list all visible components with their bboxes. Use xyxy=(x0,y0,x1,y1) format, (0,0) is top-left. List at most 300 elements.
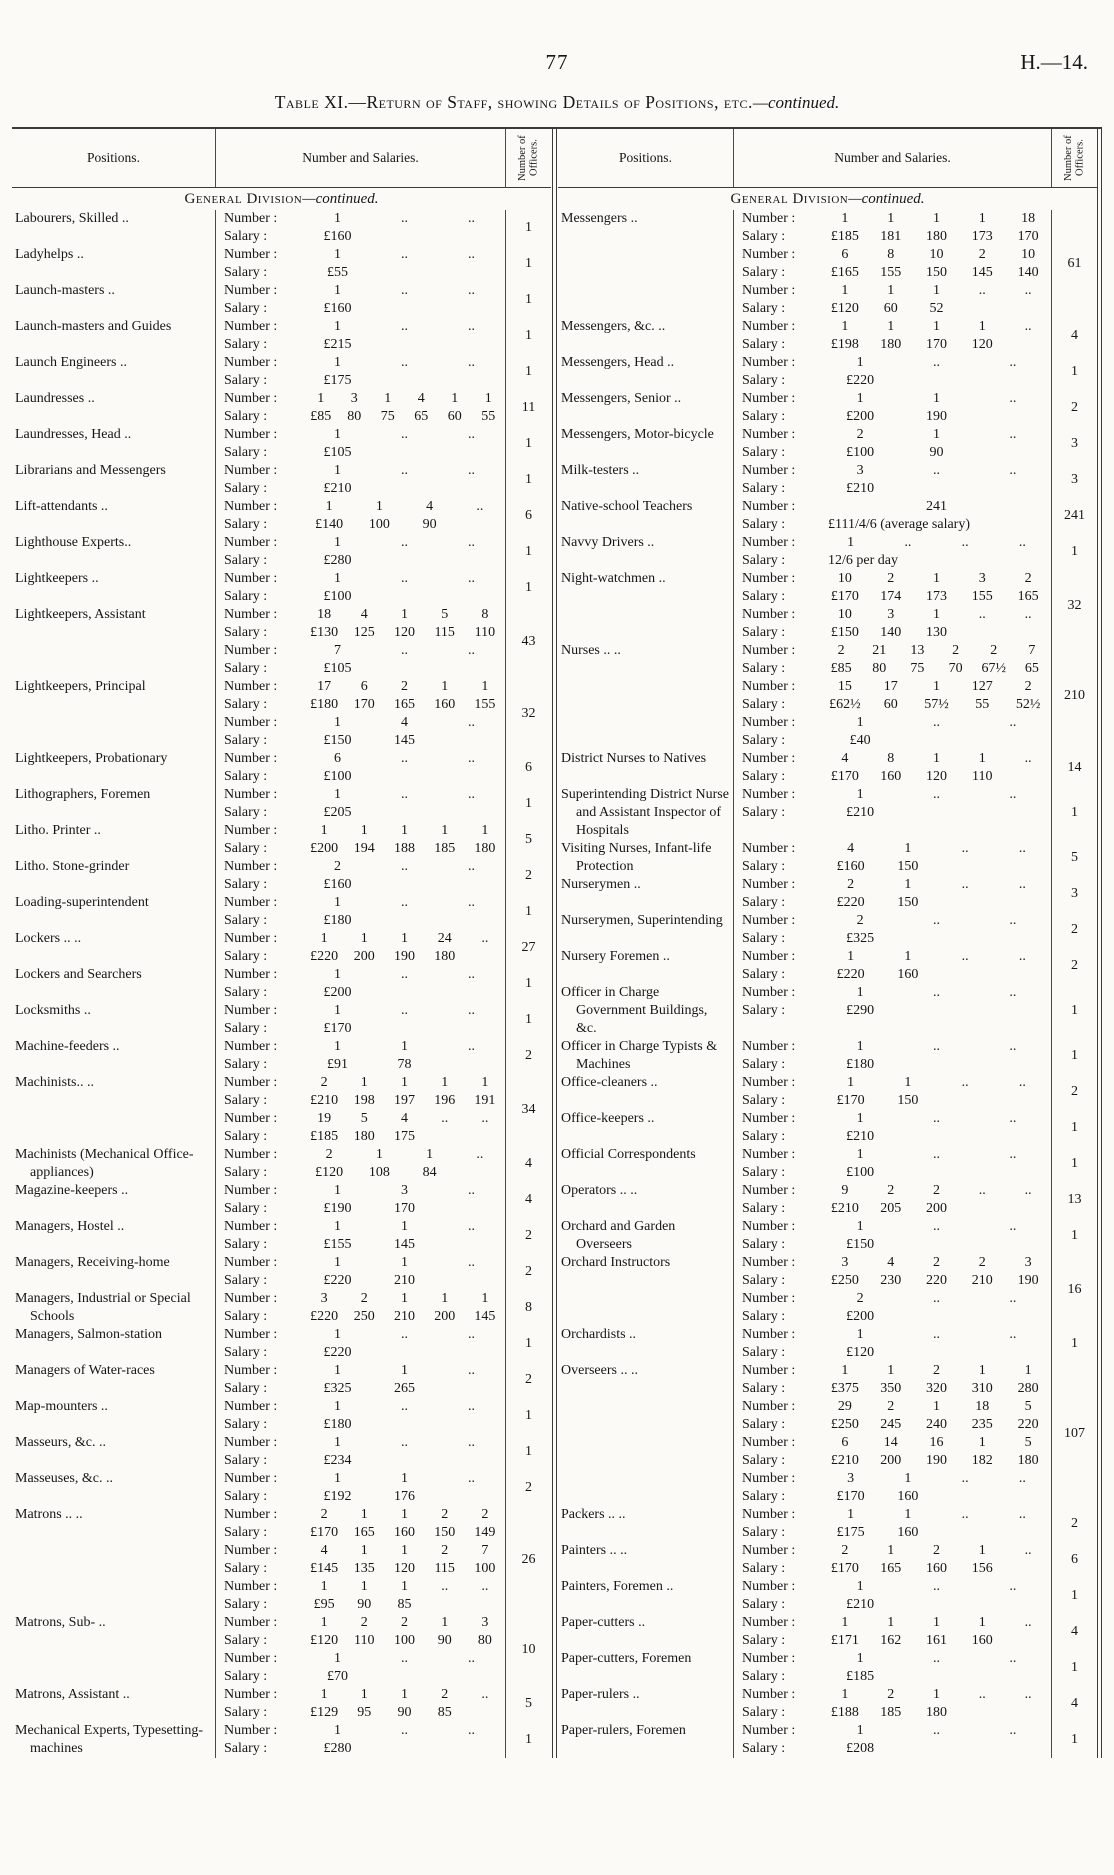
position-name: Paper-cutters, Foremen xyxy=(558,1650,734,1686)
value: .. xyxy=(1009,1651,1017,1666)
number-label: Number : xyxy=(224,391,278,406)
value: .. xyxy=(401,859,408,874)
officers-count: 2 xyxy=(1051,390,1097,426)
position-name: Superintending District Nurse and Assistant Inspector of Hospitals xyxy=(558,786,734,840)
officers-count: 241 xyxy=(1051,498,1097,534)
salary-line xyxy=(734,480,1051,498)
value: 1 xyxy=(841,1363,849,1378)
value: 2 xyxy=(320,1507,328,1522)
values xyxy=(304,552,505,570)
value xyxy=(371,444,438,462)
number-line xyxy=(216,606,505,624)
value: 4 xyxy=(887,1255,895,1270)
value: .. xyxy=(1009,1723,1017,1738)
officers-count: 34 xyxy=(505,1074,551,1146)
position-row xyxy=(558,1362,1097,1506)
values xyxy=(822,534,1051,552)
number-salary-cell xyxy=(216,930,505,966)
value: 125 xyxy=(353,625,375,640)
value: .. xyxy=(1009,1039,1017,1054)
number-salary-cell xyxy=(216,1470,505,1506)
position-row xyxy=(558,1326,1097,1362)
value: 1 xyxy=(334,1183,341,1198)
values xyxy=(304,1362,505,1380)
values xyxy=(304,1434,505,1452)
value: 2 xyxy=(847,877,855,892)
number-label: Number : xyxy=(742,1255,796,1270)
values xyxy=(304,1308,505,1326)
officers-count: 10 xyxy=(505,1614,551,1686)
value: .. xyxy=(1024,1183,1032,1198)
value: 2 xyxy=(481,1507,489,1522)
salary-label: Salary : xyxy=(742,1003,786,1018)
salary-label: Salary : xyxy=(224,1165,268,1180)
value: 7 xyxy=(334,643,341,658)
values xyxy=(822,1704,1051,1722)
value xyxy=(975,372,1051,390)
number-line xyxy=(216,462,505,480)
value: 1 xyxy=(400,1543,408,1558)
value: 120 xyxy=(925,769,947,784)
value: .. xyxy=(1018,535,1026,550)
value xyxy=(371,228,438,246)
value xyxy=(975,1596,1051,1614)
values xyxy=(304,408,505,426)
position-row xyxy=(558,750,1097,786)
value: 100 xyxy=(393,1633,415,1648)
value: .. xyxy=(468,1003,475,1018)
number-label: Number : xyxy=(224,1687,278,1702)
salary-line xyxy=(216,1344,505,1362)
number-line xyxy=(216,1074,505,1092)
values xyxy=(822,1056,1051,1074)
salary-line xyxy=(734,858,1051,876)
values xyxy=(822,876,1051,894)
number-line xyxy=(734,282,1051,300)
salary-line xyxy=(216,1236,505,1254)
number-label: Number : xyxy=(742,1039,796,1054)
value: 2 xyxy=(952,643,960,658)
officers-count: 4 xyxy=(1051,318,1097,354)
value: 1 xyxy=(360,1075,368,1090)
value: .. xyxy=(401,1003,408,1018)
value xyxy=(898,1308,974,1326)
value: 16 xyxy=(929,1435,944,1450)
value xyxy=(438,1488,505,1506)
value: 1 xyxy=(932,391,940,406)
value xyxy=(438,1668,505,1686)
salary-label: Salary : xyxy=(742,301,786,316)
salary-line xyxy=(734,1002,1051,1020)
number-salary-cell xyxy=(216,786,505,822)
officers-count: 1 xyxy=(1051,786,1097,840)
salary-label: Salary : xyxy=(224,1021,268,1036)
value: .. xyxy=(468,967,475,982)
number-label: Number : xyxy=(742,1723,796,1738)
value: £280 xyxy=(323,1741,352,1756)
value: .. xyxy=(1018,1471,1026,1486)
value: 160 xyxy=(393,1525,415,1540)
values xyxy=(822,1236,1051,1254)
number-salary-cell xyxy=(734,1362,1051,1506)
value xyxy=(465,948,505,966)
position-row xyxy=(12,1722,551,1758)
value: 210 xyxy=(393,1309,415,1324)
salary-label: Salary : xyxy=(742,1633,786,1648)
position-name: Painters .. .. xyxy=(558,1542,734,1578)
position-name: Lighthouse Experts.. xyxy=(12,534,216,570)
right-edge-double-rule xyxy=(1097,129,1102,1758)
officers-count: 1 xyxy=(505,1722,551,1758)
value: 2 xyxy=(932,1363,940,1378)
document-page xyxy=(0,50,1114,1758)
value: .. xyxy=(401,1327,408,1342)
value: 200 xyxy=(353,949,375,964)
values xyxy=(304,696,505,714)
value: 180 xyxy=(1017,1453,1039,1468)
value: £150 xyxy=(846,1237,875,1252)
value: 2 xyxy=(334,859,341,874)
number-line xyxy=(734,1146,1051,1164)
number-salary-cell xyxy=(734,318,1051,354)
value: .. xyxy=(961,877,969,892)
value: 1 xyxy=(484,391,492,406)
values xyxy=(304,534,505,552)
values xyxy=(822,1416,1051,1434)
salary-line xyxy=(216,228,505,246)
value: 1 xyxy=(932,211,940,226)
value: 170 xyxy=(353,697,375,712)
value: 1 xyxy=(334,1723,341,1738)
value: 1 xyxy=(841,319,849,334)
position-name: Lockers .. .. xyxy=(12,930,216,966)
value: £129 xyxy=(310,1705,339,1720)
value xyxy=(438,804,505,822)
position-row xyxy=(12,894,551,930)
number-line xyxy=(734,642,1051,660)
value: 250 xyxy=(353,1309,375,1324)
values xyxy=(304,1002,505,1020)
values xyxy=(822,1740,1051,1758)
salary-line xyxy=(734,1704,1051,1722)
number-salary-cell xyxy=(216,246,505,282)
value: .. xyxy=(476,499,484,514)
value xyxy=(371,480,438,498)
number-label: Number : xyxy=(224,787,278,802)
value: £180 xyxy=(323,913,352,928)
value: .. xyxy=(1009,787,1017,802)
salary-line xyxy=(216,1272,505,1290)
salary-line xyxy=(734,1164,1051,1182)
number-line xyxy=(216,1614,505,1632)
salary-label: Salary : xyxy=(224,1417,268,1432)
salary-label: Salary : xyxy=(224,661,268,676)
officers-count: 210 xyxy=(1051,642,1097,750)
number-label: Number : xyxy=(742,1111,796,1126)
officers-count: 1 xyxy=(1051,534,1097,570)
value: £290 xyxy=(846,1003,875,1018)
number-line xyxy=(216,1686,505,1704)
value xyxy=(898,732,974,750)
officers-count: 1 xyxy=(505,1002,551,1038)
values xyxy=(822,966,1051,984)
value: .. xyxy=(961,1507,969,1522)
value xyxy=(371,912,438,930)
value: 1 xyxy=(932,679,940,694)
number-salary-cell xyxy=(216,390,505,426)
position-row xyxy=(12,498,551,534)
position-row xyxy=(558,1614,1097,1650)
value: 85 xyxy=(437,1705,452,1720)
position-name: Paper-rulers, Foremen xyxy=(558,1722,734,1758)
officers-count: 1 xyxy=(505,246,551,282)
value xyxy=(371,1668,438,1686)
number-salary-cell xyxy=(734,1146,1051,1182)
values xyxy=(822,1722,1051,1740)
value xyxy=(975,1164,1051,1182)
value xyxy=(975,1236,1051,1254)
value: .. xyxy=(1018,1507,1026,1522)
number-salary-cell xyxy=(734,534,1051,570)
value: 1 xyxy=(932,427,940,442)
number-line xyxy=(734,1506,1051,1524)
number-salary-cell xyxy=(734,390,1051,426)
value: 2 xyxy=(1024,679,1032,694)
value: 3 xyxy=(481,1615,489,1630)
value: .. xyxy=(961,535,969,550)
value: 1 xyxy=(334,715,341,730)
salary-label: Salary : xyxy=(224,877,268,892)
number-label: Number : xyxy=(224,1327,278,1342)
number-label: Number : xyxy=(742,751,796,766)
position-name: Messengers, Motor-bicycle xyxy=(558,426,734,462)
value xyxy=(994,894,1051,912)
number-line xyxy=(216,210,505,228)
table-title-continued: —continued. xyxy=(752,93,840,112)
value: 90 xyxy=(422,517,437,532)
values xyxy=(822,606,1051,624)
value: 2 xyxy=(887,1687,895,1702)
value: 1 xyxy=(932,1615,940,1630)
values xyxy=(822,948,1051,966)
values xyxy=(822,1578,1051,1596)
values xyxy=(822,1308,1051,1326)
values xyxy=(304,1326,505,1344)
value: 150 xyxy=(897,1093,919,1108)
position-name: Lightkeepers, Principal xyxy=(12,678,216,750)
values xyxy=(304,1650,505,1668)
position-row xyxy=(12,534,551,570)
salary-line xyxy=(216,372,505,390)
number-salary-cell xyxy=(216,858,505,894)
values xyxy=(822,264,1051,282)
number-salary-cell xyxy=(734,948,1051,984)
values xyxy=(822,1038,1051,1056)
values xyxy=(304,1560,505,1578)
value: 1 xyxy=(317,391,325,406)
value: .. xyxy=(401,211,408,226)
values xyxy=(822,786,1051,804)
salary-line xyxy=(734,1344,1051,1362)
values xyxy=(304,660,505,678)
value: .. xyxy=(468,1723,475,1738)
number-label: Number : xyxy=(224,1507,278,1522)
position-row xyxy=(558,1110,1097,1146)
officers-count: 2 xyxy=(505,1254,551,1290)
value: £210 xyxy=(310,1093,339,1108)
salary-label: Salary : xyxy=(742,553,786,568)
values xyxy=(304,732,505,750)
values xyxy=(822,894,1051,912)
number-label: Number : xyxy=(224,1039,278,1054)
position-name: Launch-masters .. xyxy=(12,282,216,318)
officers-count: 32 xyxy=(505,678,551,750)
values xyxy=(822,552,1051,570)
left-rows xyxy=(12,210,551,1758)
value: 173 xyxy=(925,589,947,604)
salary-label: Salary : xyxy=(742,517,786,532)
number-salary-cell xyxy=(216,894,505,930)
value: £105 xyxy=(323,661,352,676)
value xyxy=(438,1200,505,1218)
position-name: Loading-superintendent xyxy=(12,894,216,930)
officers-count: 1 xyxy=(505,570,551,606)
salary-line xyxy=(216,1704,505,1722)
value xyxy=(1005,300,1051,318)
value: .. xyxy=(932,1327,940,1342)
position-row xyxy=(12,390,551,426)
salary-label: Salary : xyxy=(224,697,268,712)
value: 115 xyxy=(434,1561,455,1576)
value xyxy=(937,1092,994,1110)
position-name: Orchard and Garden Overseers xyxy=(558,1218,734,1254)
values xyxy=(304,786,505,804)
value: 8 xyxy=(481,607,489,622)
value: 1 xyxy=(856,355,864,370)
values xyxy=(304,1668,505,1686)
values xyxy=(304,1578,505,1596)
number-line xyxy=(734,1578,1051,1596)
value xyxy=(438,660,505,678)
number-label: Number : xyxy=(742,607,796,622)
value: .. xyxy=(468,1435,475,1450)
number-line xyxy=(734,1074,1051,1092)
number-label: Number : xyxy=(224,1183,278,1198)
right-number-salaries-header: Number and Salaries. xyxy=(834,150,951,165)
values xyxy=(304,642,505,660)
number-salary-cell xyxy=(734,570,1051,642)
value: .. xyxy=(401,895,408,910)
value: 1 xyxy=(441,1615,449,1630)
number-label: Number : xyxy=(742,247,796,262)
value: 145 xyxy=(394,1237,415,1252)
position-name: Lift-attendants .. xyxy=(12,498,216,534)
values xyxy=(822,1182,1051,1200)
value: .. xyxy=(468,1651,475,1666)
value xyxy=(898,1236,974,1254)
salary-line xyxy=(216,912,505,930)
value xyxy=(1005,1632,1051,1650)
values xyxy=(304,1074,505,1092)
values xyxy=(822,1470,1051,1488)
values xyxy=(822,1362,1051,1380)
number-line xyxy=(216,786,505,804)
value: 1 xyxy=(856,1039,864,1054)
position-name: Managers, Hostel .. xyxy=(12,1218,216,1254)
value: 1 xyxy=(360,823,368,838)
salary-line xyxy=(216,1200,505,1218)
values xyxy=(822,930,1051,948)
value: 180 xyxy=(925,229,947,244)
value: 1 xyxy=(320,931,328,946)
position-row xyxy=(558,318,1097,354)
value xyxy=(438,984,505,1002)
value: .. xyxy=(401,247,408,262)
value: 210 xyxy=(394,1273,415,1288)
value: 150 xyxy=(897,859,919,874)
value: 165 xyxy=(880,1561,902,1576)
value: .. xyxy=(401,355,408,370)
position-row xyxy=(12,750,551,786)
value: £200 xyxy=(310,841,339,856)
salary-label: Salary : xyxy=(742,1165,786,1180)
number-label: Number : xyxy=(742,355,796,370)
number-label: Number : xyxy=(224,1399,278,1414)
value: 1 xyxy=(360,1543,368,1558)
value xyxy=(438,1740,505,1758)
values xyxy=(304,336,505,354)
value: 180 xyxy=(474,841,496,856)
value: 2 xyxy=(841,1543,849,1558)
position-name: Launch-masters and Guides xyxy=(12,318,216,354)
officers-count: 2 xyxy=(505,1218,551,1254)
number-line xyxy=(734,1470,1051,1488)
value: 1 xyxy=(441,679,449,694)
salary-line xyxy=(734,1056,1051,1074)
value: 188 xyxy=(393,841,415,856)
value: £170 xyxy=(310,1525,339,1540)
value xyxy=(959,1200,1005,1218)
values xyxy=(822,1524,1051,1542)
value: 52½ xyxy=(1015,697,1041,712)
officers-count: 1 xyxy=(505,1326,551,1362)
salary-label: Salary : xyxy=(742,1561,786,1576)
number-salary-cell xyxy=(216,570,505,606)
value: £180 xyxy=(846,1057,875,1072)
value: 1 xyxy=(320,1687,328,1702)
value: 8 xyxy=(887,247,895,262)
value: 150 xyxy=(897,895,919,910)
values xyxy=(822,696,1051,714)
value: .. xyxy=(468,571,475,586)
value: .. xyxy=(1009,1327,1017,1342)
value: 1 xyxy=(320,1615,328,1630)
number-label: Number : xyxy=(224,1471,278,1486)
values xyxy=(304,1398,505,1416)
value: 194 xyxy=(353,841,375,856)
values xyxy=(304,714,505,732)
officers-count: 1 xyxy=(505,894,551,930)
number-label: Number : xyxy=(224,715,278,730)
values xyxy=(304,1488,505,1506)
number-line xyxy=(216,750,505,768)
value: .. xyxy=(468,643,475,658)
salary-label: Salary : xyxy=(224,1201,268,1216)
value: 10 xyxy=(837,607,852,622)
officers-count: 1 xyxy=(1051,1110,1097,1146)
number-line xyxy=(734,912,1051,930)
value xyxy=(898,1668,974,1686)
